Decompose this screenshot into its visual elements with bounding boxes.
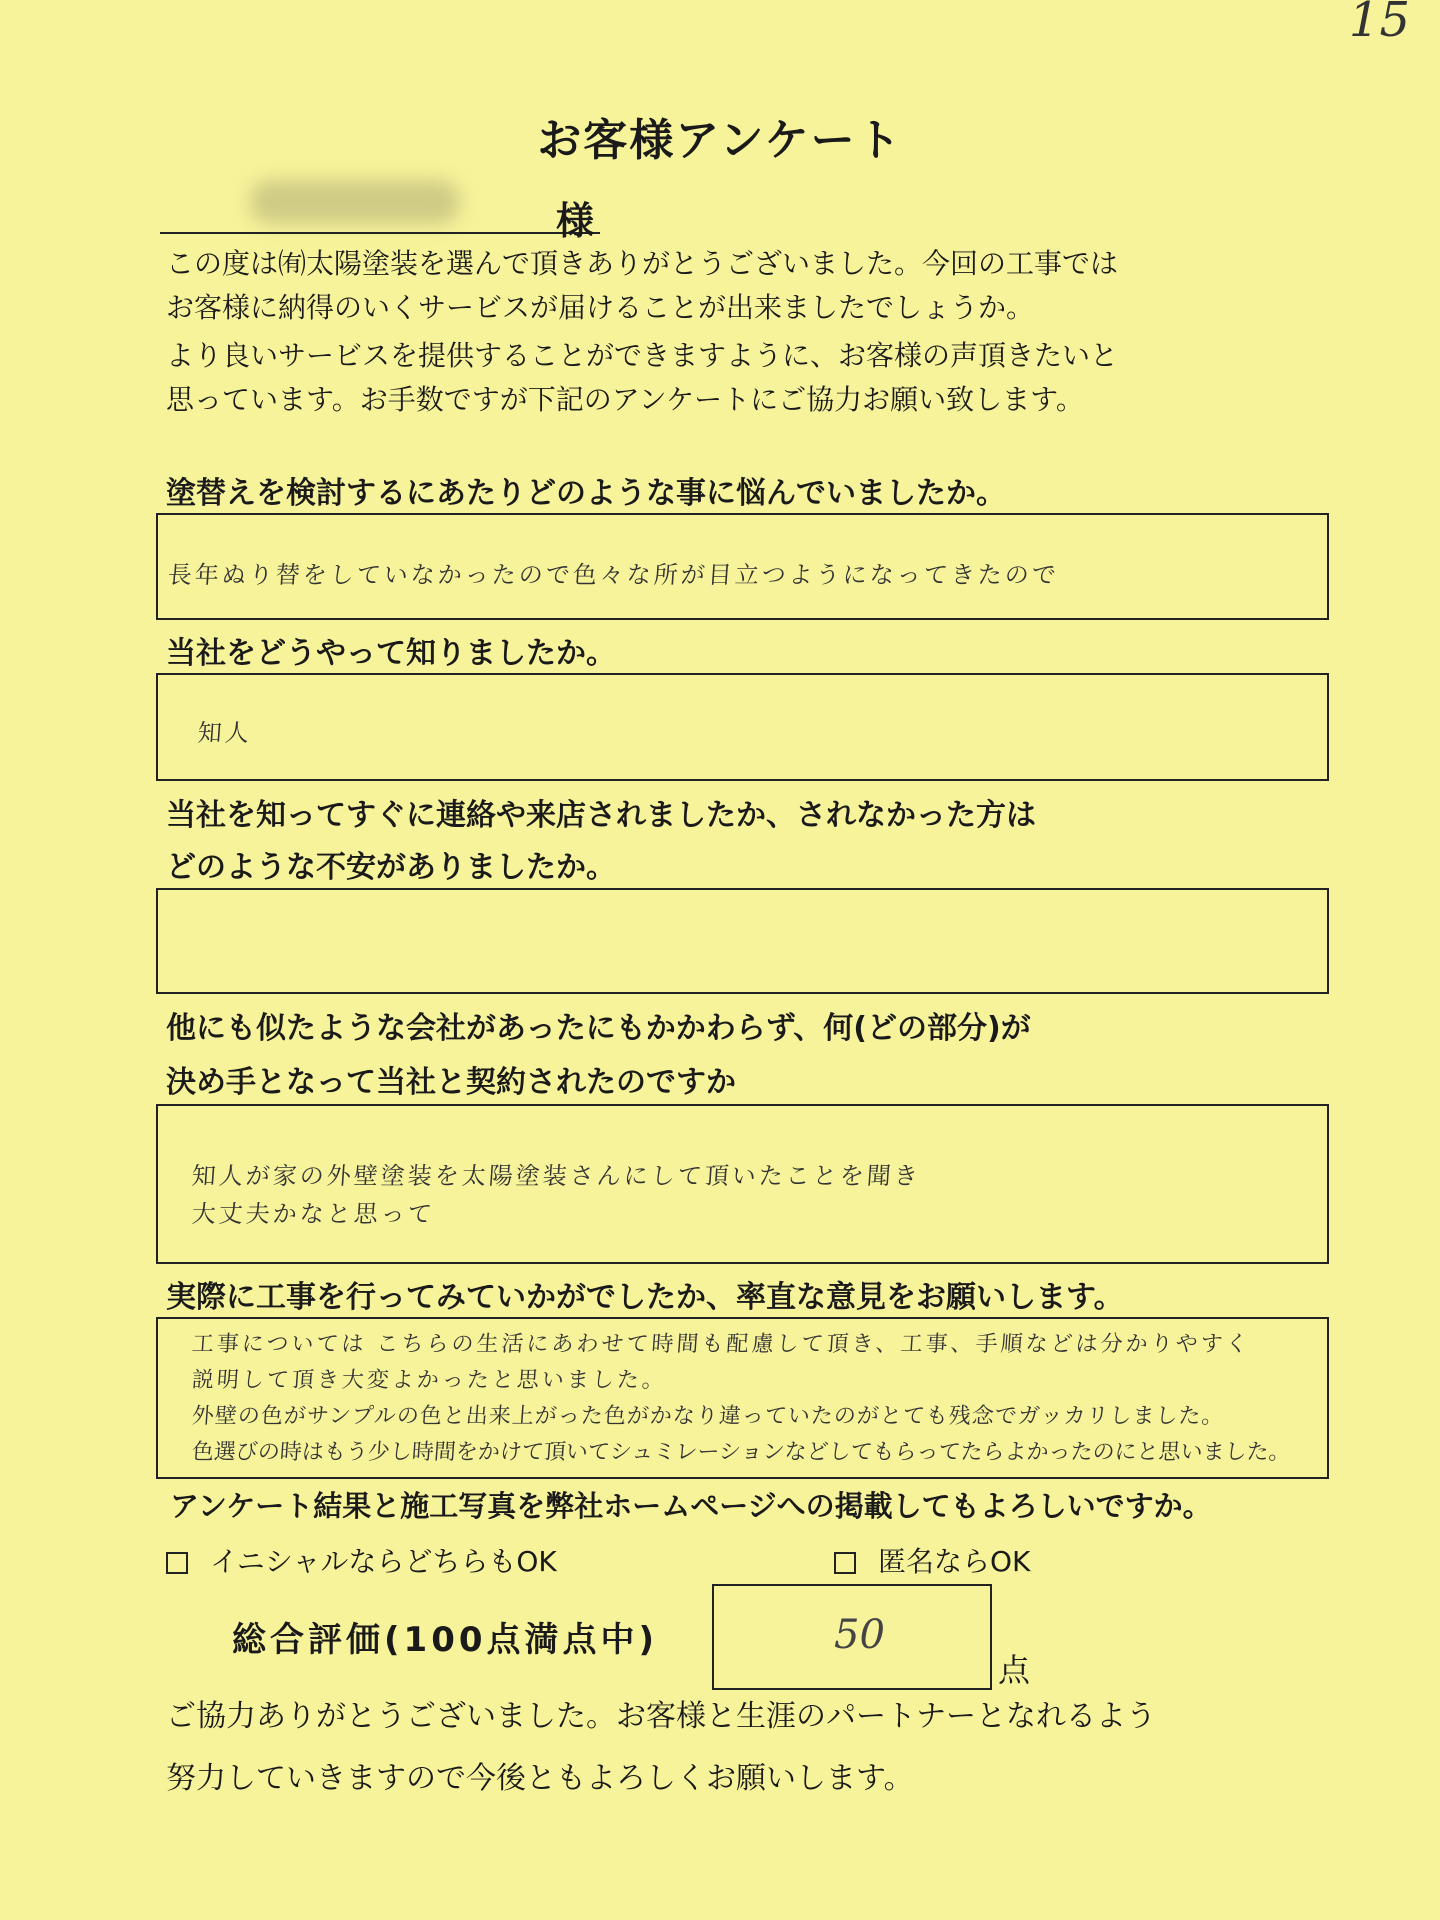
answer-5-line: 外壁の色がサンプルの色と出来上がった色がかなり違っていたのがとても残念でガッカリしました。	[190, 1404, 1226, 1429]
answer-2-text: 知人	[196, 719, 253, 747]
question-5: 実際に工事を行ってみていかがでしたか、率直な意見をお願いします。	[166, 1280, 1124, 1315]
page-number: 15	[1348, 0, 1410, 48]
answer-box-4[interactable]	[156, 1104, 1329, 1264]
salutation-suffix: 様	[556, 199, 595, 243]
score-label: 総合評価(100点満点中)	[232, 1620, 659, 1660]
score-box[interactable]	[712, 1584, 992, 1690]
question-4-line-1: 他にも似たような会社があったにもかかわらず、何(どの部分)が	[166, 1011, 1031, 1046]
intro-line: この度は㈲太陽塗装を選んで頂きありがとうございました。今回の工事では	[166, 247, 1119, 280]
checkbox-icon[interactable]	[166, 1552, 188, 1574]
option-initial-label: イニシャルならどちらもOK	[210, 1545, 557, 1578]
answer-4-line: 知人が家の外壁塗装を太陽塗装さんにして頂いたことを聞き	[190, 1162, 922, 1190]
answer-box-3[interactable]	[156, 888, 1329, 994]
option-initial[interactable]	[166, 1540, 557, 1580]
redacted-customer-name	[250, 180, 460, 224]
option-anonymous[interactable]	[834, 1540, 1030, 1580]
score-value: 50	[834, 1612, 885, 1658]
intro-line: より良いサービスを提供することができますように、お客様の声頂きたいと	[166, 339, 1119, 372]
intro-line: お客様に納得のいくサービスが届けることが出来ましたでしょうか。	[166, 291, 1035, 324]
answer-box-2[interactable]	[156, 673, 1329, 781]
answer-5-line: 工事については こちらの生活にあわせて時間も配慮して頂き、工事、手順などは分かりやすく	[190, 1332, 1252, 1357]
option-anonymous-label: 匿名ならOK	[878, 1545, 1031, 1578]
question-3-line-1: 当社を知ってすぐに連絡や来店されましたか、されなかった方は	[166, 798, 1036, 833]
answer-box-5[interactable]	[156, 1317, 1329, 1479]
score-unit: 点	[998, 1651, 1031, 1689]
answer-5-line: 色選びの時はもう少し時間をかけて頂いてシュミレーションなどしてもらってたらよかったのにと思いました。	[190, 1440, 1292, 1465]
checkbox-icon[interactable]	[834, 1552, 856, 1574]
name-underline	[160, 232, 600, 234]
permission-question: アンケート結果と施工写真を弊社ホームページへの掲載してもよろしいですか。	[170, 1489, 1212, 1523]
closing-line: ご協力ありがとうございました。お客様と生涯のパートナーとなれるよう	[166, 1699, 1156, 1734]
question-4-line-2: 決め手となって当社と契約されたのですか	[166, 1065, 736, 1100]
answer-5-line: 説明して頂き大変よかったと思いました。	[190, 1368, 668, 1393]
closing-line: 努力していきますので今後ともよろしくお願いします。	[166, 1761, 914, 1796]
answer-1-text: 長年ぬり替をしていなかったので色々な所が目立つようになってきたので	[166, 561, 1060, 589]
intro-line: 思っています。お手数ですが下記のアンケートにご協力お願い致します。	[166, 383, 1084, 416]
answer-box-1[interactable]	[156, 513, 1329, 620]
page-title: お客様アンケート	[537, 115, 903, 166]
question-1: 塗替えを検討するにあたりどのような事に悩んでいましたか。	[166, 476, 1006, 511]
question-3-line-2: どのような不安がありましたか。	[166, 850, 616, 885]
answer-4-line: 大丈夫かなと思って	[190, 1200, 436, 1228]
question-2: 当社をどうやって知りましたか。	[166, 636, 616, 671]
